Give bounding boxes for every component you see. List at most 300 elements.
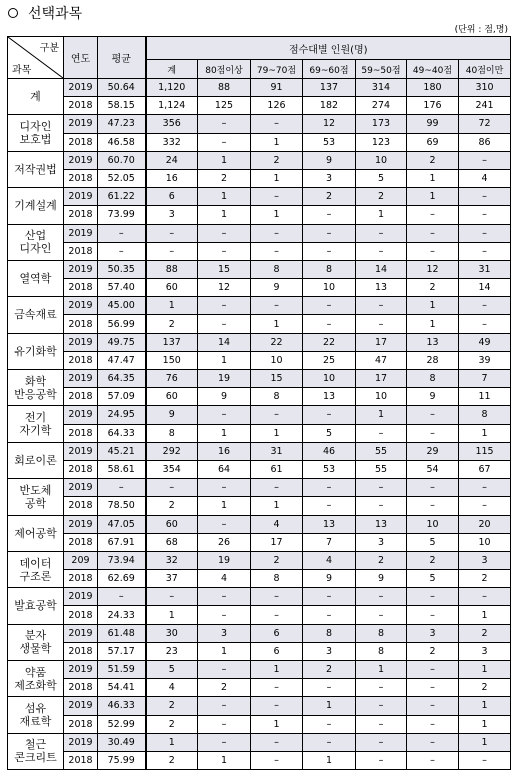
count-cell: 32 [146,551,198,569]
subject-cell: 저작권법 [8,151,64,187]
table-row [8,606,511,624]
count-cell: – [251,406,303,424]
table-row [8,242,511,260]
count-cell: 5 [407,570,459,588]
subject-cell: 유기화학 [8,333,64,369]
circle-bullet-icon [8,8,18,18]
table-row [8,570,511,588]
table-row [8,479,511,497]
count-cell: 60 [146,388,198,406]
count-cell: 2 [407,151,459,169]
year-cell: 2018 [64,424,98,442]
count-cell: 14 [459,279,511,297]
count-cell: 3 [303,642,356,660]
header-band-40: 49~40점 [407,60,459,79]
subject-cell: 섬유 재료학 [8,697,64,733]
count-cell: – [198,661,251,679]
count-cell: 5 [146,661,198,679]
count-cell: 10 [303,370,356,388]
year-cell: 2018 [64,570,98,588]
count-cell: – [303,297,356,315]
count-cell: 17 [356,333,407,351]
table-row [8,206,511,224]
count-cell: – [407,733,459,751]
count-cell: – [251,115,303,133]
count-cell: – [356,224,407,242]
count-cell: – [356,733,407,751]
table-row [8,97,511,115]
count-cell: – [146,588,198,606]
count-cell: – [356,242,407,260]
year-cell: 2018 [64,715,98,733]
count-cell: 88 [198,79,251,97]
count-cell: 8 [303,624,356,642]
count-cell: – [407,715,459,733]
average-cell: 58.15 [98,97,146,115]
count-cell: 7 [303,533,356,551]
count-cell: 5 [303,424,356,442]
year-cell: 2018 [64,497,98,515]
count-cell: – [407,679,459,697]
count-cell: 76 [146,370,198,388]
count-cell: 115 [459,442,511,460]
average-cell: 57.09 [98,388,146,406]
table-row [8,388,511,406]
count-cell: 12 [303,115,356,133]
count-cell: 4 [459,169,511,187]
count-cell: – [198,242,251,260]
count-cell: 292 [146,442,198,460]
count-cell: 14 [356,260,407,278]
count-cell: 1 [459,733,511,751]
count-cell: – [198,515,251,533]
count-cell: 137 [146,333,198,351]
table-row [8,533,511,551]
count-cell: 8 [356,624,407,642]
table-row [8,351,511,369]
count-cell: 180 [407,79,459,97]
count-cell: 25 [303,351,356,369]
count-cell: 68 [146,533,198,551]
average-cell: 61.22 [98,188,146,206]
year-cell: 2018 [64,315,98,333]
count-cell: 123 [356,133,407,151]
count-cell: 176 [407,97,459,115]
year-cell: 2018 [64,133,98,151]
count-cell: – [303,406,356,424]
count-cell: – [356,297,407,315]
header-subject: 과목 [12,65,32,76]
year-cell: 2019 [64,624,98,642]
count-cell: – [251,242,303,260]
count-cell: 60 [146,515,198,533]
table-row [8,333,511,351]
count-cell: 2 [146,697,198,715]
average-cell: 49.75 [98,333,146,351]
score-table [7,36,511,770]
count-cell: 47 [356,351,407,369]
average-cell: 50.35 [98,260,146,278]
count-cell: – [198,133,251,151]
count-cell: – [356,588,407,606]
count-cell: 5 [407,533,459,551]
count-cell: – [407,751,459,769]
year-cell: 2019 [64,661,98,679]
count-cell: 1 [459,606,511,624]
count-cell: 1 [251,169,303,187]
count-cell: – [407,406,459,424]
count-cell: 39 [459,351,511,369]
year-cell: 2019 [64,151,98,169]
count-cell: 31 [251,442,303,460]
count-cell: 3 [146,206,198,224]
count-cell: – [459,188,511,206]
count-cell: – [198,606,251,624]
average-cell: 51.59 [98,661,146,679]
count-cell: – [459,751,511,769]
count-cell: 1 [198,497,251,515]
count-cell: – [459,497,511,515]
count-cell: 8 [251,388,303,406]
year-cell: 2019 [64,79,98,97]
count-cell: 13 [407,333,459,351]
subject-cell: 분자 생물학 [8,624,64,660]
subject-cell: 반도체 공학 [8,479,64,515]
average-cell: 45.21 [98,442,146,460]
unit-note: (단위 : 점,명) [454,25,508,35]
count-cell: – [407,588,459,606]
count-cell: 8 [251,570,303,588]
average-cell: 52.05 [98,169,146,187]
average-cell: 47.23 [98,115,146,133]
count-cell: 15 [198,260,251,278]
count-cell: – [198,697,251,715]
year-cell: 2018 [64,97,98,115]
table-row [8,442,511,460]
count-cell: 9 [407,388,459,406]
count-cell: 332 [146,133,198,151]
count-cell: 72 [459,115,511,133]
count-cell: 1 [407,188,459,206]
count-cell: 10 [407,515,459,533]
header-band-under40: 40점이만 [459,60,511,79]
count-cell: – [459,297,511,315]
average-cell: 64.33 [98,424,146,442]
count-cell: – [407,242,459,260]
count-cell: 1 [459,661,511,679]
average-cell: 47.47 [98,351,146,369]
count-cell: – [251,224,303,242]
count-cell: 9 [303,570,356,588]
count-cell: – [459,151,511,169]
count-cell: – [251,588,303,606]
count-cell: 91 [251,79,303,97]
count-cell: – [407,697,459,715]
count-cell: – [251,479,303,497]
count-cell: 1,124 [146,97,198,115]
count-cell: 1 [146,733,198,751]
year-cell: 2018 [64,388,98,406]
average-cell: 50.64 [98,79,146,97]
count-cell: 16 [198,442,251,460]
count-cell: 9 [146,406,198,424]
count-cell: 9 [198,388,251,406]
count-cell: 13 [356,515,407,533]
count-cell: 12 [198,279,251,297]
year-cell: 2019 [64,733,98,751]
year-cell: 2019 [64,188,98,206]
count-cell: 17 [251,533,303,551]
count-cell: 274 [356,97,407,115]
count-cell: 3 [459,642,511,660]
average-cell: 64.35 [98,370,146,388]
header-band-total: 계 [146,60,198,79]
table-row [8,460,511,478]
count-cell: 1 [198,642,251,660]
count-cell: – [407,479,459,497]
count-cell: 2 [251,551,303,569]
count-cell: 2 [407,551,459,569]
count-cell: 2 [146,715,198,733]
average-cell: 57.40 [98,279,146,297]
count-cell: 1 [198,151,251,169]
count-cell: 7 [459,370,511,388]
count-cell: 310 [459,79,511,97]
average-cell: – [98,588,146,606]
count-cell: 26 [198,533,251,551]
subject-cell: 계 [8,79,64,115]
table-row [8,424,511,442]
count-cell: 1 [198,188,251,206]
count-cell: 2 [251,151,303,169]
count-cell: – [198,297,251,315]
table-body [8,37,511,770]
year-cell: 2018 [64,460,98,478]
count-cell: 11 [459,388,511,406]
count-cell: 22 [303,333,356,351]
count-cell: 10 [303,279,356,297]
count-cell: 19 [198,370,251,388]
year-cell: 2019 [64,515,98,533]
count-cell: 8 [407,370,459,388]
count-cell: – [356,751,407,769]
count-cell: 1 [251,133,303,151]
header-score-group: 점수대별 인원(명) [146,37,511,60]
count-cell: – [459,588,511,606]
year-cell: 2019 [64,697,98,715]
count-cell: – [198,588,251,606]
count-cell: 1 [356,406,407,424]
count-cell: 99 [407,115,459,133]
average-cell: 47.05 [98,515,146,533]
count-cell: – [407,661,459,679]
count-cell: 2 [146,751,198,769]
header-division: 구분 [39,43,59,54]
count-cell: 1 [146,606,198,624]
count-cell: 54 [407,460,459,478]
average-cell: 54.41 [98,679,146,697]
year-cell: 2018 [64,279,98,297]
year-cell: 2018 [64,206,98,224]
count-cell: 53 [303,460,356,478]
year-cell: 2019 [64,297,98,315]
count-cell: 2 [407,279,459,297]
count-cell: 2 [146,497,198,515]
count-cell: – [303,206,356,224]
count-cell: 3 [356,533,407,551]
count-cell: – [251,606,303,624]
subject-cell: 열역학 [8,260,64,296]
count-cell: 46 [303,442,356,460]
count-cell: – [303,679,356,697]
subject-cell: 데이터 구조론 [8,551,64,587]
table-row [8,715,511,733]
count-cell: – [303,715,356,733]
section-title-text: 선택과목 [28,6,83,22]
count-cell: – [356,479,407,497]
count-cell: 1 [251,315,303,333]
count-cell: 24 [146,151,198,169]
table-row [8,751,511,769]
table-row [8,551,511,569]
count-cell: 13 [303,515,356,533]
average-cell: 60.70 [98,151,146,169]
count-cell: 1 [303,697,356,715]
year-cell: 2019 [64,406,98,424]
count-cell: 2 [459,570,511,588]
subject-cell: 회로이론 [8,442,64,478]
count-cell: 2 [198,169,251,187]
count-cell: 15 [251,370,303,388]
count-cell: 69 [407,133,459,151]
count-cell: 60 [146,279,198,297]
year-cell: 2019 [64,333,98,351]
count-cell: 1 [251,424,303,442]
count-cell: 9 [303,151,356,169]
count-cell: – [356,606,407,624]
section-title [8,2,82,24]
count-cell: 6 [146,188,198,206]
table-row [8,588,511,606]
average-cell: 67.91 [98,533,146,551]
count-cell: 1 [407,169,459,187]
count-cell: 2 [146,315,198,333]
count-cell: 1 [146,297,198,315]
count-cell: 2 [459,624,511,642]
count-cell: 8 [146,424,198,442]
count-cell: 1 [459,424,511,442]
average-cell: 46.33 [98,697,146,715]
count-cell: 67 [459,460,511,478]
year-cell: 2019 [64,442,98,460]
average-cell: 56.99 [98,315,146,333]
count-cell: 1 [251,497,303,515]
count-cell: 6 [251,624,303,642]
subject-cell: 디자인 보호법 [8,115,64,151]
year-cell: 2018 [64,642,98,660]
count-cell: 1 [198,424,251,442]
count-cell: 1 [198,351,251,369]
count-cell: 9 [356,570,407,588]
header-average: 평균 [98,37,146,79]
average-cell: – [98,224,146,242]
average-cell: 57.17 [98,642,146,660]
count-cell: 1 [459,715,511,733]
count-cell: 8 [303,260,356,278]
table-row [8,315,511,333]
average-cell: 62.69 [98,570,146,588]
table-row [8,697,511,715]
count-cell: – [198,224,251,242]
subject-cell: 기계설계 [8,188,64,224]
average-cell: 73.99 [98,206,146,224]
count-cell: – [303,588,356,606]
count-cell: 53 [303,133,356,151]
average-cell: 45.00 [98,297,146,315]
header-band-50: 59~50점 [356,60,407,79]
average-cell: 58.61 [98,460,146,478]
year-cell: 2018 [64,679,98,697]
average-cell: 46.58 [98,133,146,151]
count-cell: 8 [356,642,407,660]
count-cell: – [356,424,407,442]
subject-cell: 제어공학 [8,515,64,551]
count-cell: 13 [303,388,356,406]
count-cell: 64 [198,460,251,478]
count-cell: 1 [356,661,407,679]
year-cell: 2018 [64,606,98,624]
year-cell: 2019 [64,479,98,497]
count-cell: 4 [251,515,303,533]
count-cell: – [251,733,303,751]
count-cell: 1 [459,697,511,715]
count-cell: – [407,497,459,515]
count-cell: 86 [459,133,511,151]
count-cell: – [356,497,407,515]
count-cell: 22 [251,333,303,351]
count-cell: – [146,242,198,260]
count-cell: – [303,479,356,497]
count-cell: 30 [146,624,198,642]
table-row [8,624,511,642]
count-cell: 31 [459,260,511,278]
subject-cell: 철근 콘크리트 [8,733,64,769]
count-cell: 1 [407,297,459,315]
count-cell: 241 [459,97,511,115]
table-row [8,133,511,151]
header-band-80: 80점이상 [198,60,251,79]
average-cell: 75.99 [98,751,146,769]
count-cell: 2 [356,188,407,206]
count-cell: 3 [303,169,356,187]
count-cell: 1,120 [146,79,198,97]
count-cell: 354 [146,460,198,478]
table-row [8,115,511,133]
count-cell: – [198,479,251,497]
count-cell: 49 [459,333,511,351]
count-cell: 23 [146,642,198,660]
header-diagonal-cell [8,37,64,79]
count-cell: 4 [303,551,356,569]
count-cell: – [146,479,198,497]
year-cell: 2018 [64,751,98,769]
count-cell: 10 [356,388,407,406]
count-cell: – [303,606,356,624]
count-cell: – [303,733,356,751]
count-cell: – [303,224,356,242]
count-cell: 61 [251,460,303,478]
count-cell: – [198,315,251,333]
